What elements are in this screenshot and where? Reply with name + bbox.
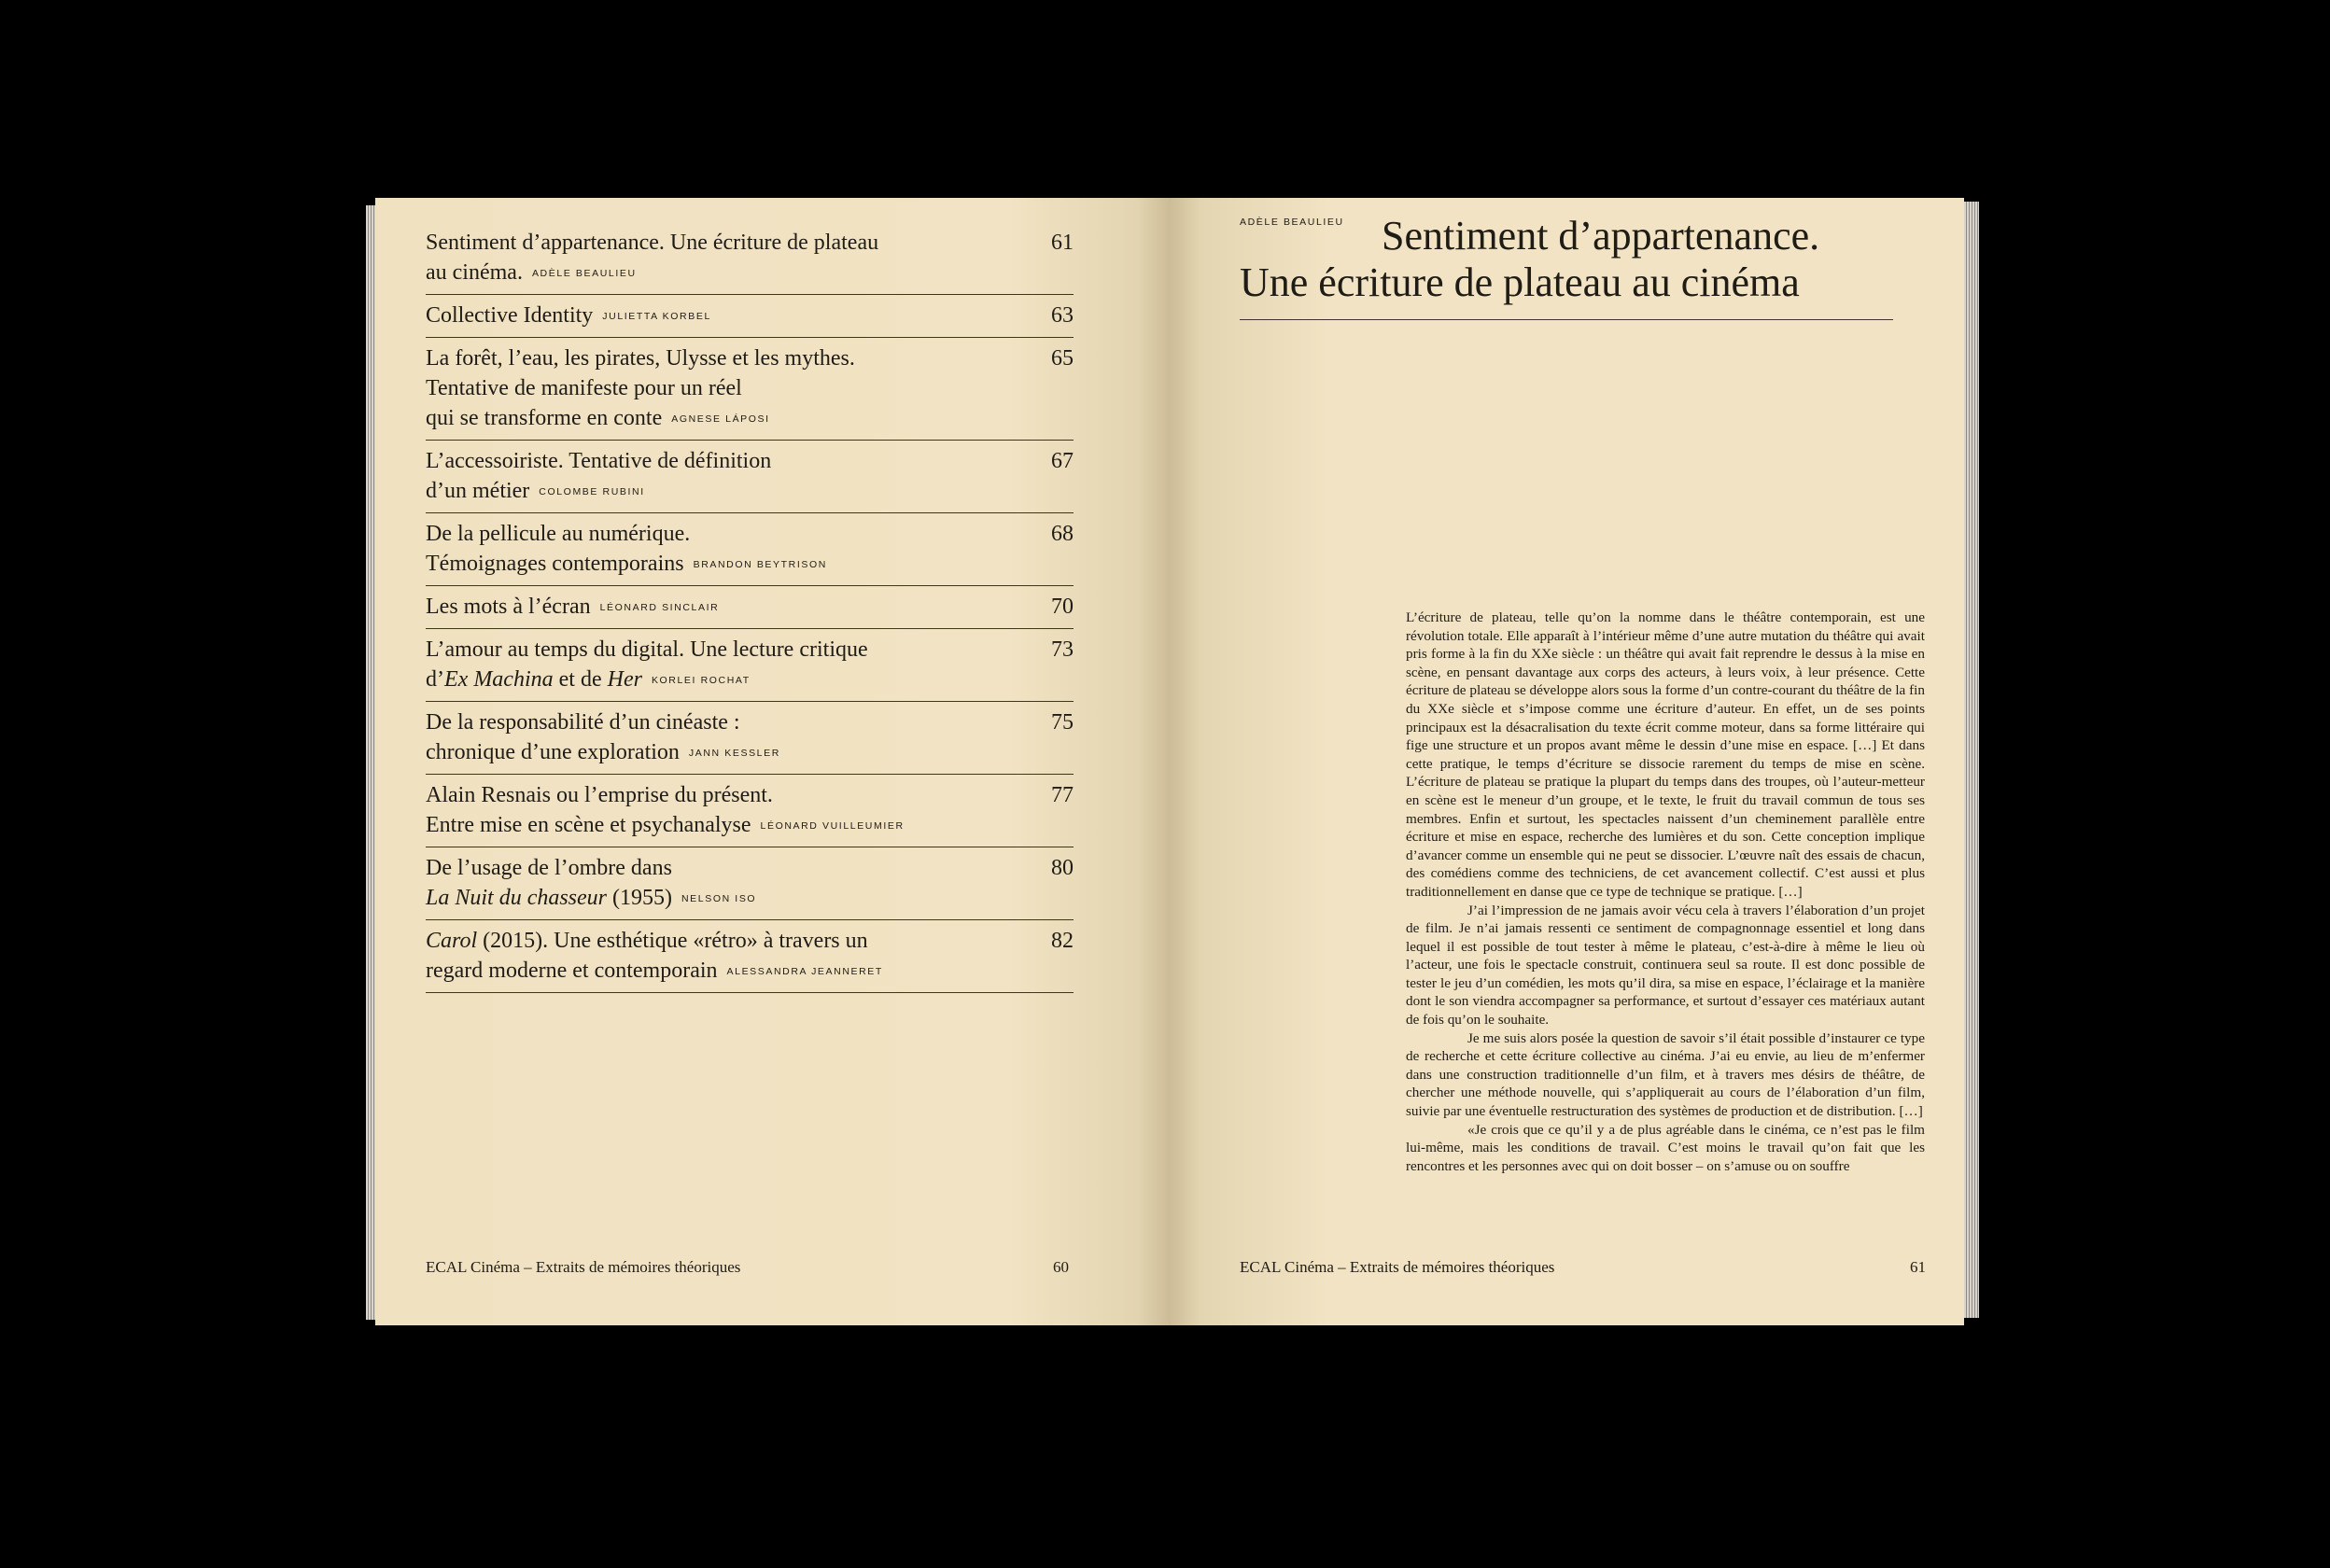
toc-entry[interactable]: Collective Identity JULIETTA KORBEL 63 (426, 295, 1074, 338)
toc-page-number: 61 (1051, 231, 1074, 255)
toc-author: LÉONARD VUILLEUMIER (760, 820, 905, 832)
toc-author: NELSON ISO (681, 893, 757, 904)
toc-page-number: 70 (1051, 595, 1074, 619)
toc-page-number: 75 (1051, 710, 1074, 735)
table-of-contents (426, 222, 1074, 993)
toc-author: COLOMBE RUBINI (539, 486, 645, 497)
toc-author: LÉONARD SINCLAIR (599, 602, 720, 613)
toc-entry[interactable]: Carol (2015). Une esthétique «rétro» à travers un regard moderne et contemporain ALESSANDRA JEANNERET 82 (426, 920, 1074, 993)
open-book (366, 198, 1979, 1325)
page-edges-right (1964, 202, 1979, 1318)
paragraph: «Je crois que ce qu’il y a de plus agréable dans le cinéma, ce n’est pas le film lui-même, mais les conditions de travail. C’est moins le travail qu’on fait que les rencontres et les personnes avec qui on doit bosser – on s’amuse ou on souffre (1406, 1121, 1925, 1174)
toc-author: AGNESE LÁPOSI (671, 413, 770, 425)
toc-page-number: 63 (1051, 303, 1074, 328)
toc-entry[interactable]: L’accessoiriste. Tentative de définition d’un métier COLOMBE RUBINI 67 (426, 441, 1074, 513)
toc-entry[interactable]: De l’usage de l’ombre dans La Nuit du chasseur (1955) NELSON ISO 80 (426, 847, 1074, 920)
toc-page-number: 68 (1051, 522, 1074, 546)
left-page (375, 198, 1169, 1325)
article-title: Sentiment d’appartenance. Une écriture de plateau au cinéma (1240, 213, 1893, 320)
toc-entry[interactable]: L’amour au temps du digital. Une lecture critique d’Ex Machina et de Her KORLEI ROCHAT 73 (426, 629, 1074, 702)
toc-page-number: 73 (1051, 637, 1074, 662)
toc-author: ALESSANDRA JEANNERET (726, 966, 883, 977)
toc-entry[interactable]: Alain Resnais ou l’emprise du présent. Entre mise en scène et psychanalyse LÉONARD VUILLEUMIER 77 (426, 775, 1074, 847)
running-footer-title: ECAL Cinéma – Extraits de mémoires théoriques (1240, 1258, 1555, 1276)
paragraph: L’écriture de plateau, telle qu’on la nomme dans le théâtre contemporain, est une révolution totale. Elle apparaît à l’intérieur même d’une autre mutation du théâtre qui avait pris forme à la fin du XXe siècle : un théâtre qui avait fait reprendre le dessus à la mise en scène, en pensant davantage aux corps des acteurs, à leurs voix, à leur présence. Cette écriture de plateau se développe alors sous la forme d’un contre-courant du théâtre de la fin du XXe siècle et s’impose comme une écriture d’auteur. En effet, un de ses points principaux est la désacralisation du texte écrit comme moteur, dans sa forme littéraire qui fige une structure et un propos avant même le dessin d’une mise en espace. […] Et dans cette pratique, le temps d’écriture se dissocie rarement du temps de mise en scène. L’écriture de plateau se pratique la plupart du temps dans des troupes, où l’auteur-metteur en scène est le meneur d’un groupe, et le texte, le fruit du travail commun de tous ses membres. Enfin et surtout, les spectacles naissent d’un cheminement parallèle entre écriture et mise en espace, recherche des lumières et du son. Cette conception implique d’avancer comme un ensemble qui ne peut se dissocier. L’œuvre naît des essais de chacun, des comédiens comme des techniciens, de cet avancement collectif. C’est aussi et plus traditionnellement en danse que ce type de technique se pratique. […] (1406, 609, 1925, 900)
toc-page-number: 67 (1051, 449, 1074, 473)
toc-entry[interactable]: De la pellicule au numérique. Témoignages contemporains BRANDON BEYTRISON 68 (426, 513, 1074, 586)
page-number: 60 (1053, 1258, 1069, 1276)
toc-page-number: 80 (1051, 856, 1074, 880)
toc-page-number: 82 (1051, 929, 1074, 953)
toc-entry[interactable]: La forêt, l’eau, les pirates, Ulysse et les mythes. Tentative de manifeste pour un réel qui se transforme en conte AGNESE LÁPOSI 65 (426, 338, 1074, 441)
article-author: ADÈLE BEAULIEU (1240, 217, 1344, 228)
toc-author: ADÈLE BEAULIEU (531, 268, 637, 279)
paragraph: J’ai l’impression de ne jamais avoir vécu cela à travers l’élaboration d’un projet de film. Je n’ai jamais ressenti ce sentiment de compagnonnage essentiel et long dans lequel il est possible de tout tester à même le plateau, c’est-à-dire à même le lieu où l’acteur, une fois le spectacle construit, continuera seul sa route. Il est donc possible de tester le jeu d’un comédien, les mots qu’il dira, sa mise en espace, l’éclairage et la manière dont le son viendra accompagner sa performance, et surtout d’essayer ces matériaux autant de fois qu’on le souhaite. (1406, 902, 1925, 1029)
right-page (1169, 198, 1964, 1325)
article-body (1406, 609, 1925, 1175)
paragraph: Je me suis alors posée la question de savoir s’il était possible d’instaurer ce type de recherche et cette écriture collective au cinéma. J’ai eu envie, au lieu de m’enfermer dans une construction traditionnelle d’un film, et à travers mes désirs de théâtre, de chercher une méthode nouvelle, qui s’appliquerait au cours de l’élaboration d’un film, suivie par une éventuelle restructuration des systèmes de production et de distribution. […] (1406, 1029, 1925, 1120)
toc-page-number: 65 (1051, 346, 1074, 371)
toc-author: JULIETTA KORBEL (602, 311, 711, 322)
running-footer-title: ECAL Cinéma – Extraits de mémoires théoriques (426, 1258, 741, 1276)
toc-page-number: 77 (1051, 783, 1074, 807)
toc-entry[interactable]: Sentiment d’appartenance. Une écriture de plateau au cinéma. ADÈLE BEAULIEU 61 (426, 222, 1074, 295)
toc-author: KORLEI ROCHAT (651, 675, 751, 686)
page-number: 61 (1910, 1258, 1926, 1276)
toc-entry[interactable]: Les mots à l’écran LÉONARD SINCLAIR 70 (426, 586, 1074, 629)
toc-entry[interactable]: De la responsabilité d’un cinéaste : chronique d’une exploration JANN KESSLER 75 (426, 702, 1074, 775)
toc-author: BRANDON BEYTRISON (693, 559, 827, 570)
toc-author: JANN KESSLER (688, 748, 780, 759)
